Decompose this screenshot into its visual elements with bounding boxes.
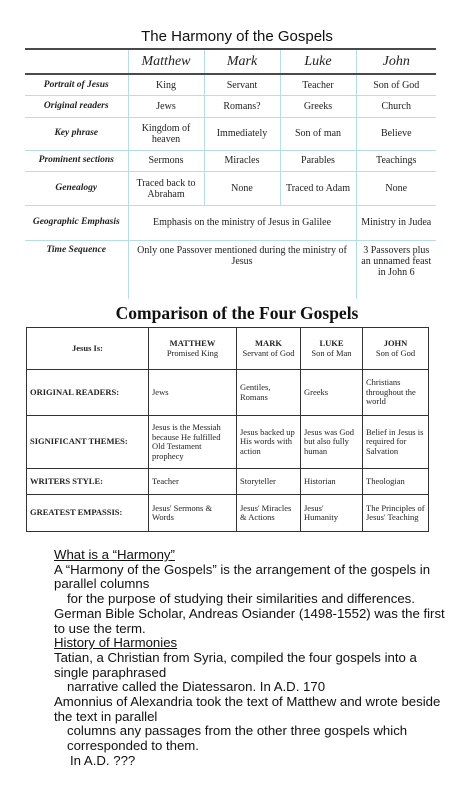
comparison-header-john <box>363 328 429 370</box>
harmony-row-label: Time Sequence <box>25 241 128 299</box>
harmony-cell-synoptic: Only one Passover mentioned during the ministry of Jesus <box>128 241 356 299</box>
harmony-row-label: Geographic Emphasis <box>25 205 128 240</box>
harmony-row-readers <box>25 96 436 118</box>
harmony-cell: King <box>128 74 204 96</box>
harmony-cell: Traced to Adam <box>280 172 356 205</box>
comparison-header-mark <box>237 328 301 370</box>
harmony-header-luke: Luke <box>280 49 356 74</box>
comparison-header-sub: Son of God <box>375 347 416 358</box>
harmony-row-sections <box>25 150 436 172</box>
comparison-cell: Jesus' Humanity <box>301 495 363 532</box>
comparison-header-luke <box>301 328 363 370</box>
harmony-cell: Immediately <box>204 118 280 150</box>
comparison-header-matthew <box>149 328 237 370</box>
harmony-cell: Parables <box>280 150 356 172</box>
harmony-cell: Ministry in Judea <box>356 205 436 240</box>
harmony-row-label: Original readers <box>25 96 128 118</box>
comparison-cell: Storyteller <box>237 469 301 495</box>
harmony-cell: Teacher <box>280 74 356 96</box>
harmony-row-genealogy <box>25 172 436 205</box>
harmony-row-label: Prominent sections <box>25 150 128 172</box>
heading-history: History of Harmonies <box>54 635 178 651</box>
harmony-table-title: The Harmony of the Gospels <box>141 28 333 45</box>
paragraph-definition-cont: for the purpose of studying their similarities and differences. <box>67 591 415 607</box>
harmony-row-label: Genealogy <box>25 172 128 205</box>
comparison-cell: Historian <box>301 469 363 495</box>
comparison-row-themes <box>27 416 429 469</box>
harmony-cell: Son of man <box>280 118 356 150</box>
harmony-row-time <box>25 241 436 299</box>
harmony-header-corner <box>25 49 128 74</box>
harmony-cell: 3 Passovers plus an unnamed feast in John 6 <box>356 241 436 299</box>
comparison-cell: Jesus was God but also fully human <box>301 416 363 469</box>
paragraph-definition: A “Harmony of the Gospels” is the arrangement of the gospels in parallel columns <box>54 561 431 592</box>
comparison-header-row <box>27 328 429 370</box>
harmony-cell: Traced back to Abraham <box>128 172 204 205</box>
paragraph-ad-unknown: In A.D. ??? <box>70 752 136 768</box>
harmony-row-portrait <box>25 74 436 96</box>
harmony-header-matthew: Matthew <box>128 49 204 74</box>
comparison-header-name: MATTHEW <box>169 338 216 348</box>
harmony-row-label: Key phrase <box>25 118 128 150</box>
harmony-row-key-phrase <box>25 118 436 150</box>
harmony-row-geography <box>25 205 436 240</box>
harmony-cell: Church <box>356 96 436 118</box>
comparison-row-label: WRITERS STYLE: <box>27 469 149 495</box>
comparison-header-sub: Son of Man <box>311 347 352 358</box>
harmony-header-row <box>25 49 436 74</box>
paragraph-tatian: Tatian, a Christian from Syria, compiled the four gospels into a single paraphrased <box>54 649 417 680</box>
harmony-header-john: John <box>356 49 436 74</box>
comparison-header-name: MARK <box>255 338 282 348</box>
harmony-cell: Teachings <box>356 150 436 172</box>
comparison-cell: The Principles of Jesus' Teaching <box>363 495 429 532</box>
comparison-table <box>26 327 429 532</box>
heading-what-is-harmony: What is a “Harmony” <box>54 547 175 562</box>
comparison-cell: Jesus' Miracles & Actions <box>237 495 301 532</box>
harmony-table <box>25 48 436 299</box>
comparison-row-label: SIGNIFICANT THEMES: <box>27 416 149 469</box>
comparison-header-name: JOHN <box>383 338 408 348</box>
paragraph-amonnius: Amonnius of Alexandria took the text of Matthew and wrote beside the text in parallel <box>54 694 441 724</box>
harmony-notes <box>24 548 454 769</box>
harmony-cell: Son of God <box>356 74 436 96</box>
paragraph-tatian-cont: narrative called the Diatessaron. In A.D. 170 <box>67 679 326 695</box>
comparison-cell: Gentiles, Romans <box>237 370 301 416</box>
harmony-cell: Sermons <box>128 150 204 172</box>
comparison-cell: Jews <box>149 370 237 416</box>
comparison-cell: Jesus is the Messiah because He fulfilled Old Testament prophecy <box>149 416 237 469</box>
paragraph-amonnius-cont: columns any passages from the other three gospels which corresponded to them. <box>67 723 408 754</box>
comparison-cell: Christians throughout the world <box>363 370 429 416</box>
comparison-cell: Theologian <box>363 469 429 495</box>
comparison-cell: Greeks <box>301 370 363 416</box>
comparison-header-name: LUKE <box>319 338 344 348</box>
harmony-cell: Believe <box>356 118 436 150</box>
harmony-cell: Greeks <box>280 96 356 118</box>
comparison-cell: Belief in Jesus is required for Salvation <box>363 416 429 469</box>
comparison-cell: Jesus' Sermons & Words <box>149 495 237 532</box>
harmony-cell: None <box>356 172 436 205</box>
harmony-cell: Miracles <box>204 150 280 172</box>
comparison-row-style <box>27 469 429 495</box>
paragraph-osiander: German Bible Scholar, Andreas Osiander (1498-1552) was the first to use the term. <box>54 605 445 636</box>
comparison-header-sub: Servant of God <box>242 347 295 358</box>
comparison-table-title: Comparison of the Four Gospels <box>115 303 359 323</box>
comparison-cell: Teacher <box>149 469 237 495</box>
harmony-cell: Jews <box>128 96 204 118</box>
harmony-cell: Kingdom of heaven <box>128 118 204 150</box>
comparison-header-corner: Jesus Is: <box>27 328 149 370</box>
harmony-cell: Romans? <box>204 96 280 118</box>
comparison-row-readers <box>27 370 429 416</box>
harmony-cell: None <box>204 172 280 205</box>
harmony-cell: Servant <box>204 74 280 96</box>
harmony-header-mark: Mark <box>204 49 280 74</box>
harmony-cell-synoptic: Emphasis on the ministry of Jesus in Galilee <box>128 205 356 240</box>
harmony-row-label: Portrait of Jesus <box>25 74 128 96</box>
comparison-row-label: GREATEST EMPASSIS: <box>27 495 149 532</box>
comparison-header-sub: Promised King <box>166 347 219 358</box>
comparison-row-label: ORIGINAL READERS: <box>27 370 149 416</box>
comparison-row-emphasis <box>27 495 429 532</box>
comparison-cell: Jesus backed up His words with action <box>237 416 301 469</box>
